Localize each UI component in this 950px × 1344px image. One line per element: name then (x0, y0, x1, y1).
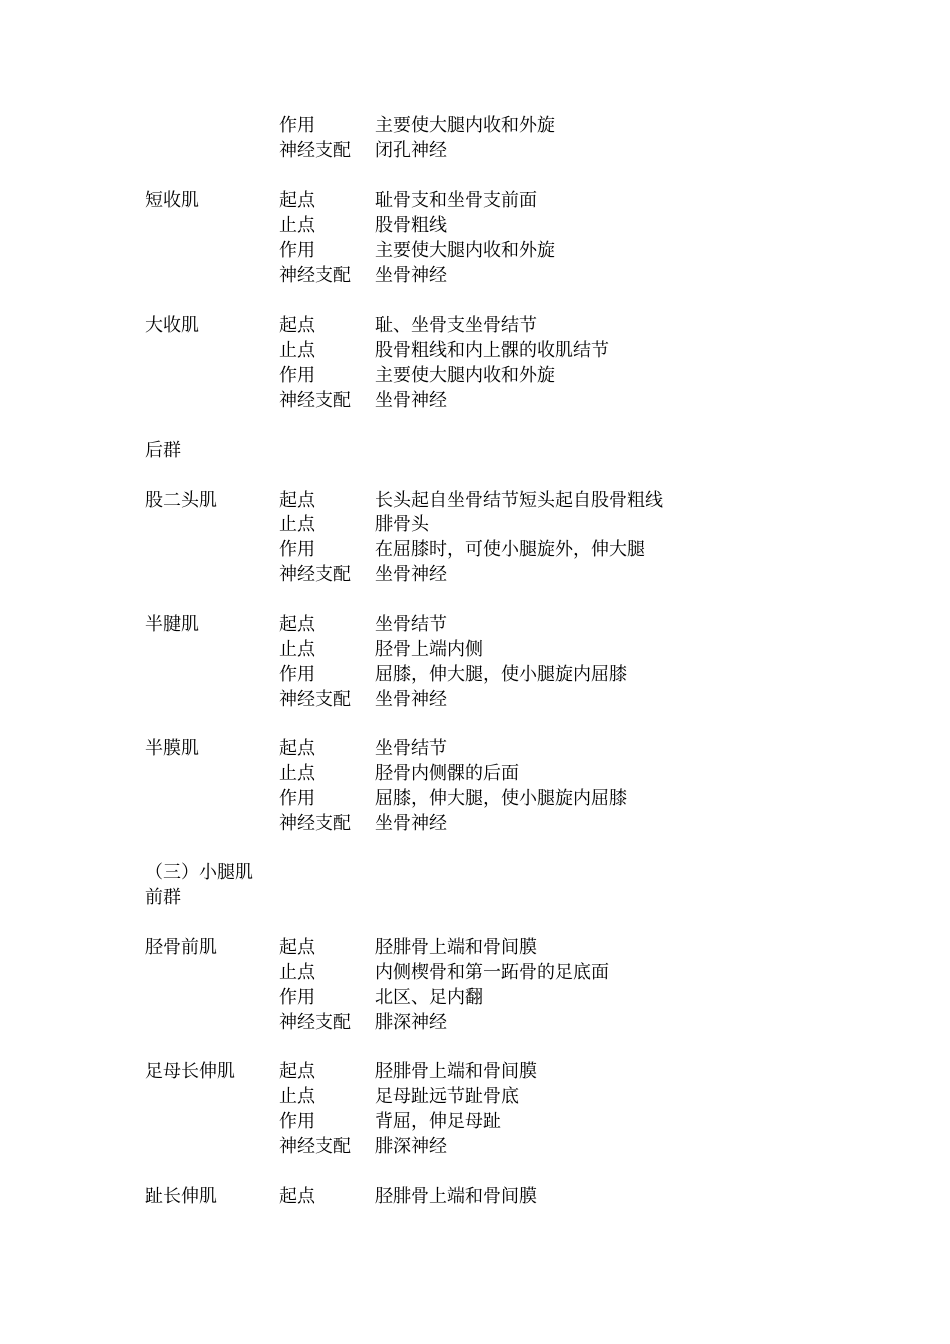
attribute-label: 止点 (279, 763, 315, 784)
attribute-value: 腓深神经 (375, 1012, 447, 1033)
attribute-value: 内侧楔骨和第一跖骨的足底面 (375, 962, 609, 983)
attribute-label: 止点 (279, 340, 315, 361)
attribute-label: 作用 (279, 788, 315, 809)
attribute-value: 胫腓骨上端和骨间膜 (375, 937, 537, 958)
attribute-value: 足母趾远节趾骨底 (375, 1086, 519, 1107)
attribute-value: 坐骨结节 (375, 738, 447, 759)
attribute-value: 主要使大腿内收和外旋 (375, 115, 555, 136)
attribute-label: 止点 (279, 639, 315, 660)
attribute-value: 坐骨结节 (375, 614, 447, 635)
attribute-value: 坐骨神经 (375, 813, 447, 834)
muscle-name: 半腱肌 (145, 614, 199, 635)
muscle-name: 股二头肌 (145, 490, 217, 511)
muscle-name: 胫骨前肌 (145, 937, 217, 958)
attribute-label: 作用 (279, 240, 315, 261)
attribute-label: 神经支配 (279, 564, 351, 585)
muscle-name: 足母长伸肌 (145, 1061, 235, 1082)
attribute-value: 闭孔神经 (375, 140, 447, 161)
muscle-name: 半膜肌 (145, 738, 199, 759)
attribute-label: 起点 (279, 614, 315, 635)
attribute-value: 耻骨支和坐骨支前面 (375, 190, 537, 211)
attribute-value: 屈膝，伸大腿，使小腿旋内屈膝 (375, 788, 627, 809)
attribute-label: 起点 (279, 1186, 315, 1207)
attribute-label: 作用 (279, 539, 315, 560)
attribute-value: 在屈膝时，可使小腿旋外，伸大腿 (375, 539, 645, 560)
attribute-label: 止点 (279, 962, 315, 983)
attribute-label: 神经支配 (279, 813, 351, 834)
group-heading: 后群 (145, 440, 181, 461)
attribute-label: 作用 (279, 115, 315, 136)
attribute-value: 长头起自坐骨结节短头起自股骨粗线 (375, 490, 663, 511)
attribute-value: 胫骨上端内侧 (375, 639, 483, 660)
attribute-label: 止点 (279, 514, 315, 535)
muscle-name: 大收肌 (145, 315, 199, 336)
attribute-value: 胫骨内侧髁的后面 (375, 763, 519, 784)
section-title: （三）小腿肌 (145, 862, 253, 883)
attribute-value: 坐骨神经 (375, 564, 447, 585)
muscle-name: 短收肌 (145, 190, 199, 211)
attribute-value: 主要使大腿内收和外旋 (375, 365, 555, 386)
attribute-value: 主要使大腿内收和外旋 (375, 240, 555, 261)
attribute-value: 耻、坐骨支坐骨结节 (375, 315, 537, 336)
attribute-label: 神经支配 (279, 1136, 351, 1157)
attribute-label: 起点 (279, 1061, 315, 1082)
attribute-value: 股骨粗线 (375, 215, 447, 236)
attribute-label: 起点 (279, 738, 315, 759)
attribute-label: 神经支配 (279, 265, 351, 286)
attribute-label: 作用 (279, 664, 315, 685)
muscle-name: 趾长伸肌 (145, 1186, 217, 1207)
attribute-label: 起点 (279, 937, 315, 958)
attribute-value: 背屈，伸足母趾 (375, 1111, 501, 1132)
attribute-value: 腓深神经 (375, 1136, 447, 1157)
attribute-label: 起点 (279, 315, 315, 336)
attribute-label: 作用 (279, 1111, 315, 1132)
attribute-value: 腓骨头 (375, 514, 429, 535)
attribute-value: 胫腓骨上端和骨间膜 (375, 1186, 537, 1207)
attribute-label: 神经支配 (279, 1012, 351, 1033)
attribute-label: 起点 (279, 190, 315, 211)
attribute-label: 神经支配 (279, 140, 351, 161)
attribute-value: 胫腓骨上端和骨间膜 (375, 1061, 537, 1082)
attribute-value: 坐骨神经 (375, 390, 447, 411)
attribute-label: 作用 (279, 987, 315, 1008)
attribute-label: 起点 (279, 490, 315, 511)
group-heading: 前群 (145, 887, 181, 908)
attribute-label: 神经支配 (279, 390, 351, 411)
attribute-value: 股骨粗线和内上髁的收肌结节 (375, 340, 609, 361)
attribute-value: 坐骨神经 (375, 265, 447, 286)
attribute-label: 止点 (279, 215, 315, 236)
attribute-label: 作用 (279, 365, 315, 386)
attribute-value: 屈膝，伸大腿，使小腿旋内屈膝 (375, 664, 627, 685)
attribute-label: 神经支配 (279, 689, 351, 710)
attribute-label: 止点 (279, 1086, 315, 1107)
attribute-value: 北区、足内翻 (375, 987, 483, 1008)
attribute-value: 坐骨神经 (375, 689, 447, 710)
